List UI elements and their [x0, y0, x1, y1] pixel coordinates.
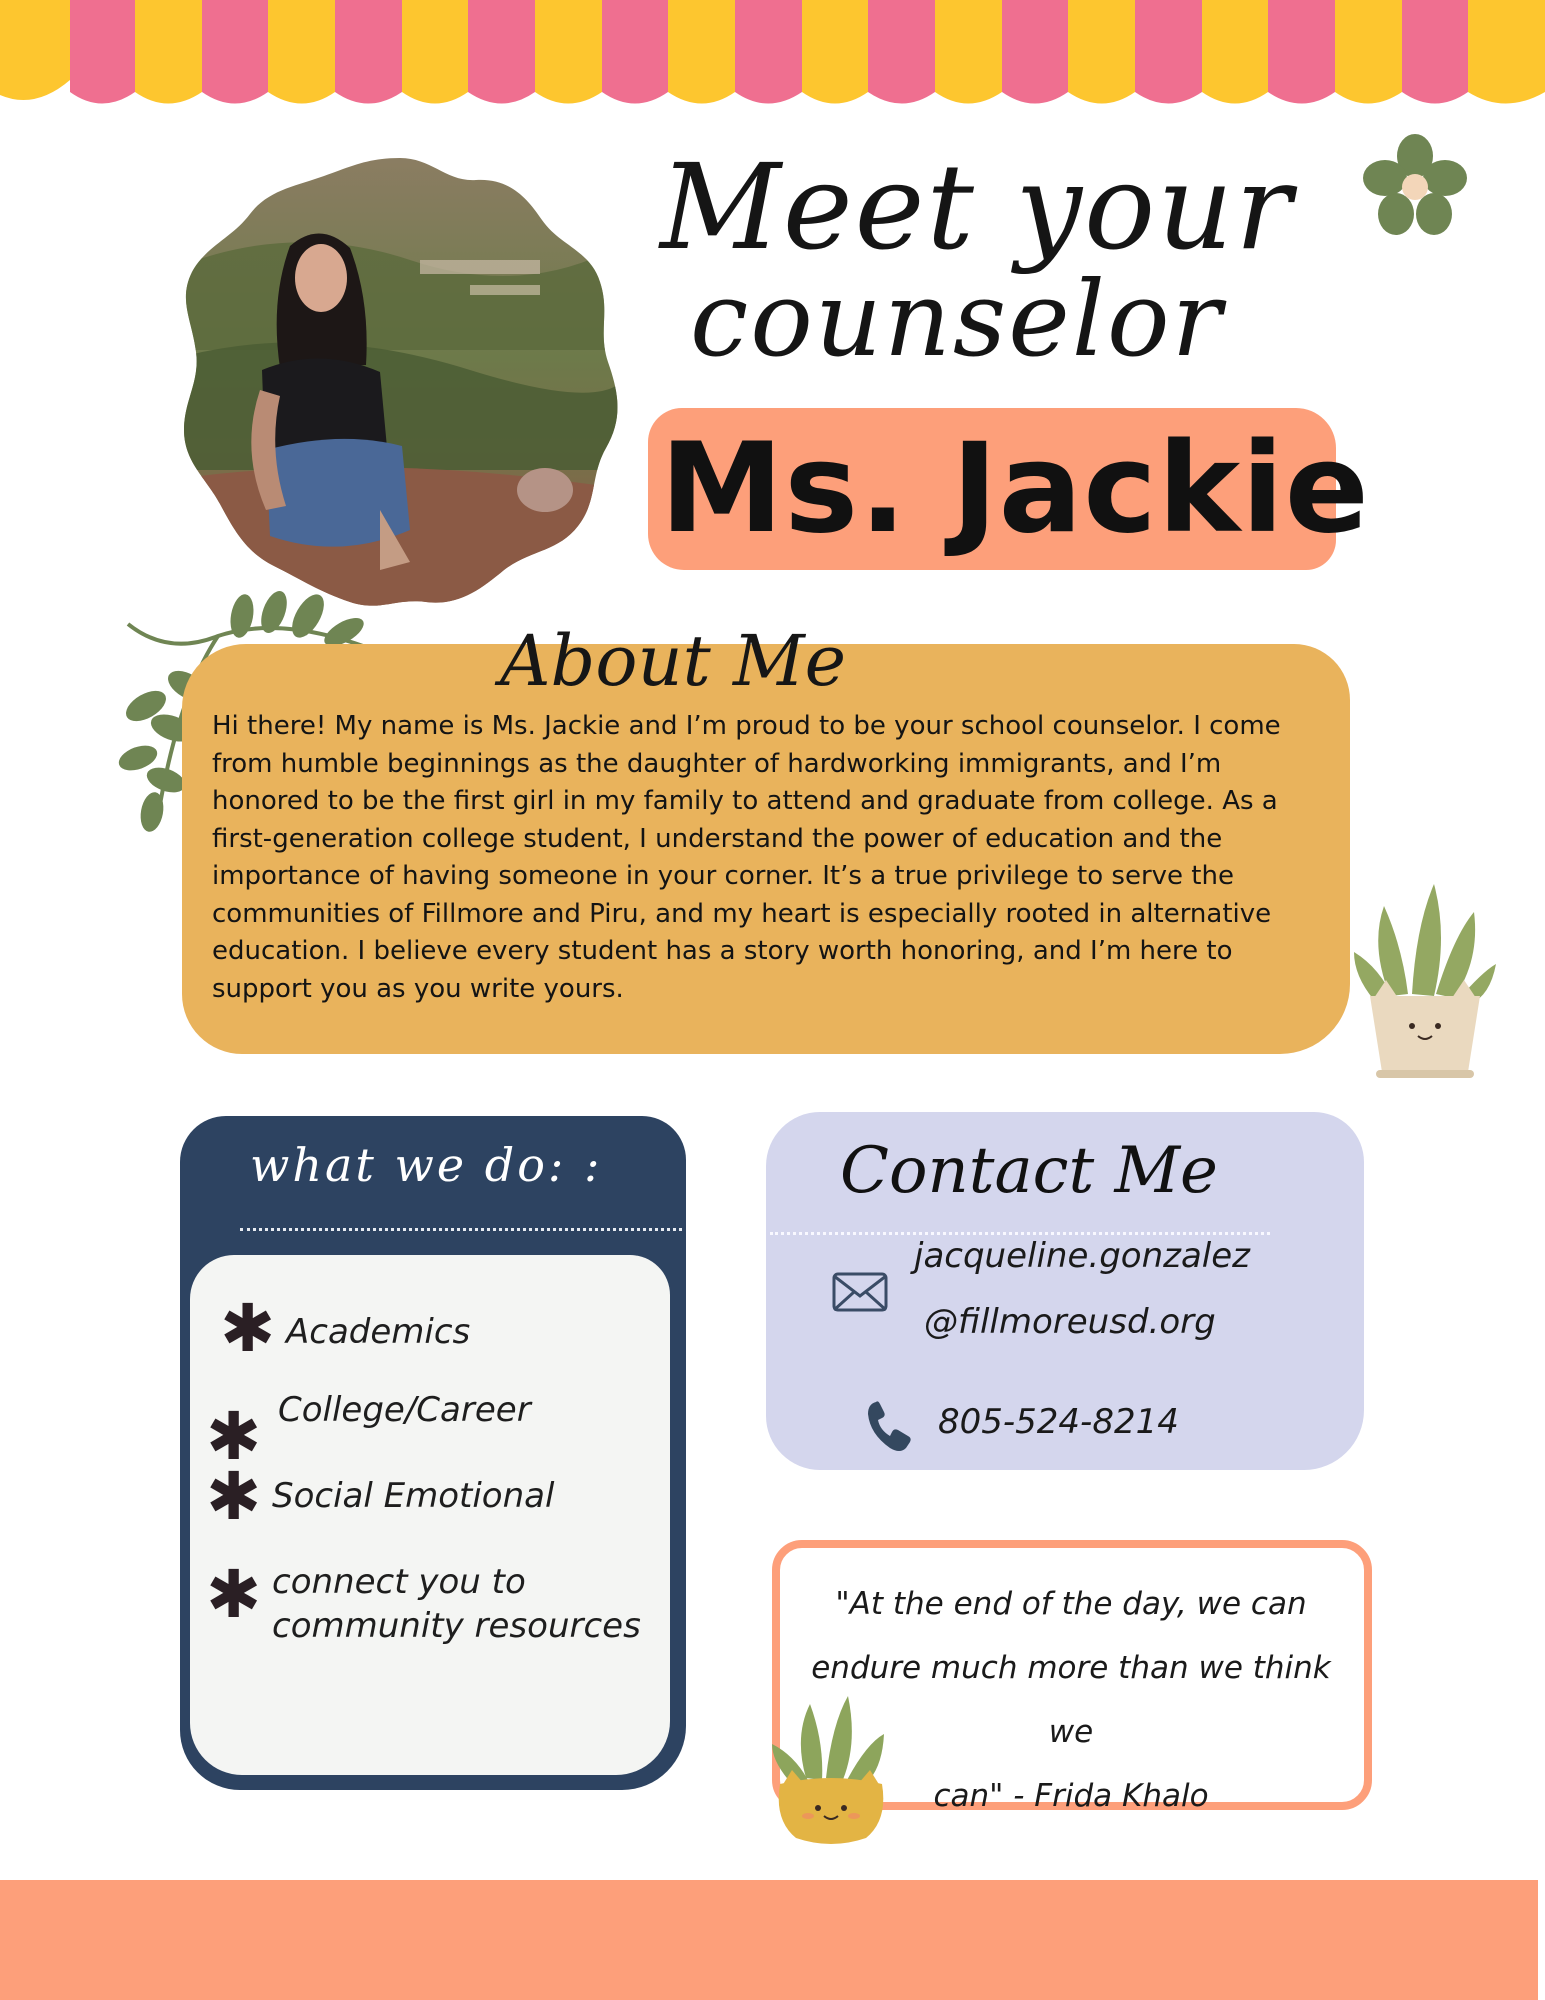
dotted-divider — [770, 1232, 1270, 1235]
potted-plant-icon — [1350, 876, 1500, 1082]
quote-line: "At the end of the day, we can — [835, 1586, 1307, 1622]
service-line: community resources — [272, 1606, 641, 1646]
service-social-emotional: Social Emotional — [272, 1476, 555, 1516]
flower-icon — [1360, 132, 1470, 242]
asterisk-bullet-icon: ✱ — [206, 1556, 262, 1633]
service-line: connect you to — [272, 1562, 526, 1602]
quote-line: endure much more than we think we — [811, 1650, 1331, 1750]
email-line-1[interactable]: jacqueline.gonzalez — [914, 1236, 1251, 1276]
phone-number[interactable]: 805-524-8214 — [938, 1402, 1179, 1442]
headline-line-1: Meet your — [660, 138, 1294, 276]
about-line: from humble beginnings as the daughter of hardworking immigrants, and I’m — [212, 748, 1222, 779]
asterisk-bullet-icon: ✱ — [206, 1398, 262, 1475]
envelope-icon — [832, 1272, 888, 1312]
service-college-career: College/Career — [278, 1390, 531, 1430]
about-title: About Me — [500, 620, 847, 702]
about-line: communities of Fillmore and Piru, and my heart is especially rooted in alternative — [212, 898, 1272, 929]
quote-line: can" - Frida Khalo — [933, 1778, 1209, 1814]
asterisk-bullet-icon: ✱ — [220, 1290, 276, 1367]
headline-line-2: counselor — [690, 258, 1224, 380]
about-line: importance of having someone in your corner. It’s a true privilege to serve the — [212, 861, 1234, 891]
bottom-bar — [0, 1880, 1538, 2000]
small-plant-icon — [766, 1690, 896, 1850]
contact-title: Contact Me — [840, 1134, 1218, 1208]
about-line: education. I believe every student has a story worth honoring, and I’m here to — [212, 936, 1233, 966]
profile-photo — [170, 150, 630, 610]
phone-icon — [866, 1400, 912, 1454]
about-line: support you as you write yours. — [212, 973, 624, 1004]
banner-stripes — [0, 0, 1545, 104]
about-line: Hi there! My name is Ms. Jackie and I’m proud to be your school counselor. I come — [212, 711, 1281, 741]
about-line: first-generation college student, I understand the power of education and the — [212, 823, 1223, 854]
services-title: what we do: : — [250, 1138, 603, 1192]
asterisk-bullet-icon: ✱ — [206, 1458, 262, 1535]
email-line-2[interactable]: @fillmoreusd.org — [924, 1302, 1216, 1342]
service-community-resources — [272, 1560, 641, 1648]
dotted-divider — [240, 1228, 682, 1231]
about-body — [212, 708, 1330, 1008]
scalloped-banner — [0, 0, 1545, 115]
about-line: honored to be the first girl in my family to attend and graduate from college. As a — [212, 786, 1278, 816]
service-academics: Academics — [286, 1312, 471, 1352]
counselor-name: Ms. Jackie — [660, 417, 1370, 561]
